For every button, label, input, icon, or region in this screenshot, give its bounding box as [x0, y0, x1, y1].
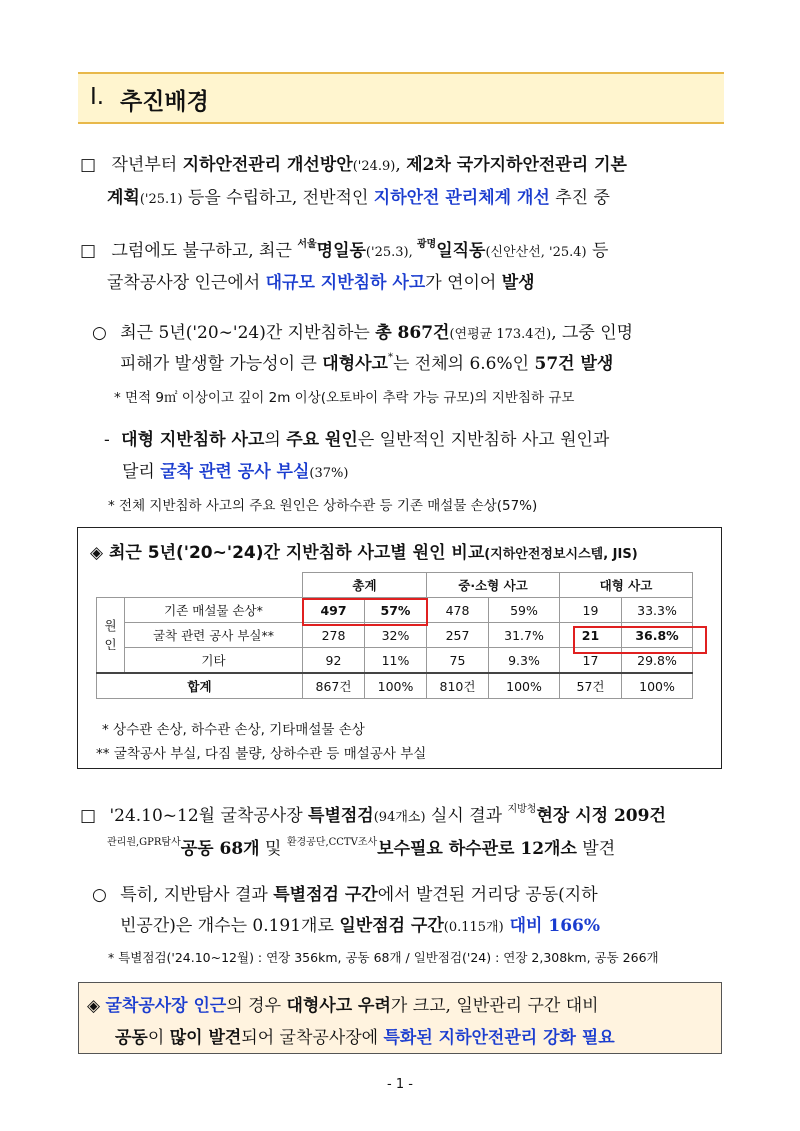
- header-total: 총계: [303, 573, 427, 598]
- p5-line1: □ '24.10~12월 굴착공사장 특별점검(94개소) 실시 결과 $^{지방청}$현장 시정 209건: [80, 804, 666, 826]
- conclusion-line1: ◈ 굴착공사장 인근의 경우 대형사고 우려가 크고, 일반관리 구간 대비: [87, 996, 599, 1016]
- conclusion-box: [78, 982, 722, 1054]
- box-note-2: ** 굴착공사 부실, 다짐 불량, 상하수관 등 매설공사 부실: [96, 746, 427, 762]
- p3-line1: ○ 최근 5년('20∼'24)간 지반침하는 총 867건(연평균 173.4건), 그중 인명: [92, 323, 634, 343]
- conclusion-line2: 공동이 많이 발견되어 굴착공사장에 특화된 지하안전관리 강화 필요: [115, 1028, 615, 1048]
- dash-bullet-icon: -: [104, 430, 110, 450]
- square-bullet-icon: □: [80, 806, 97, 826]
- header-small: 중·소형 사고: [427, 573, 560, 598]
- circle-bullet-icon: ○: [92, 885, 107, 905]
- section-header: [78, 72, 724, 124]
- highlight-box-large-excavation: [573, 626, 707, 654]
- table-row: 굴착 관련 공사 부실** 278 32% 257 31.7% 21 36.8%: [97, 623, 693, 648]
- square-bullet-icon: □: [80, 241, 97, 261]
- table-row: 원인 기존 매설물 손상* 497 57% 478 59% 19 33.3%: [97, 598, 693, 623]
- p5-line2: $^{관리원,GPR탐사}$공동 68개 및 $^{환경공단,CCTV조사}$보수필요 하수관로 12개소 발견: [107, 837, 616, 859]
- row-label: 기존 매설물 손상*: [125, 598, 303, 623]
- table-sum-row: 합계 867건 100% 810건 100% 57건 100%: [97, 673, 693, 699]
- table-row: 기타 92 11% 75 9.3% 17 29.8%: [97, 648, 693, 674]
- p3-footnote: * 면적 9㎡ 이상이고 깊이 2m 이상(오토바이 추락 가능 규모)의 지반침하 규모: [114, 390, 575, 406]
- circle-bullet-icon: ○: [92, 323, 107, 343]
- section-number: Ⅰ.: [90, 84, 105, 110]
- p6-line1: ○ 특히, 지반탐사 결과 특별점검 구간에서 발견된 거리당 공동(지하: [92, 885, 598, 905]
- p3-line2: 피해가 발생할 가능성이 큰 대형사고*는 전체의 6.6%인 57건 발생: [120, 352, 614, 374]
- p4-line1: - 대형 지반침하 사고의 주요 원인은 일반적인 지반침하 사고 원인과: [104, 430, 610, 450]
- header-large: 대형 사고: [560, 573, 693, 598]
- box-title: ◈ 최근 5년('20~'24)간 지반침하 사고별 원인 비교(지하안전정보시스템, JIS): [90, 543, 638, 563]
- row-label: 굴착 관련 공사 부실**: [125, 623, 303, 648]
- section-title: 추진배경: [120, 89, 209, 115]
- row-group-label: 원인: [97, 598, 125, 674]
- p6-footnote: * 특별점검('24.10~12월) : 연장 356km, 공동 68개 / 일반점검('24) : 연장 2,308km, 공동 266개: [108, 950, 659, 965]
- p6-line2: 빈공간)은 개수는 0.191개로 일반점검 구간(0.115개) 대비 166%: [120, 916, 601, 936]
- cause-comparison-box: [77, 527, 722, 769]
- table-header-row: [97, 573, 693, 598]
- highlight-box-total-existing: [302, 598, 428, 626]
- p4-footnote: * 전체 지반침하 사고의 주요 원인은 상하수관 등 기존 매설물 손상(57%): [108, 498, 538, 514]
- box-note-1: * 상수관 손상, 하수관 손상, 기타매설물 손상: [102, 722, 365, 738]
- p1-line1: □ 작년부터 지하안전관리 개선방안('24.9), 제2차 국가지하안전관리 기본: [80, 155, 627, 175]
- square-bullet-icon: □: [80, 155, 97, 175]
- row-label: 기타: [125, 648, 303, 674]
- p4-line2: 달리 굴착 관련 공사 부실(37%): [122, 462, 349, 482]
- page-number: - 1 -: [387, 1077, 413, 1092]
- p2-line2: 굴착공사장 인근에서 대규모 지반침하 사고가 연이어 발생: [107, 273, 535, 293]
- p2-line1: □ 그럼에도 불구하고, 최근 $^{서울}$명일동('25.3), $^{광명}$일직동(신안산선, '25.4) 등: [80, 239, 609, 261]
- p1-line2: 계획('25.1) 등을 수립하고, 전반적인 지하안전 관리체계 개선 추진 중: [107, 188, 610, 208]
